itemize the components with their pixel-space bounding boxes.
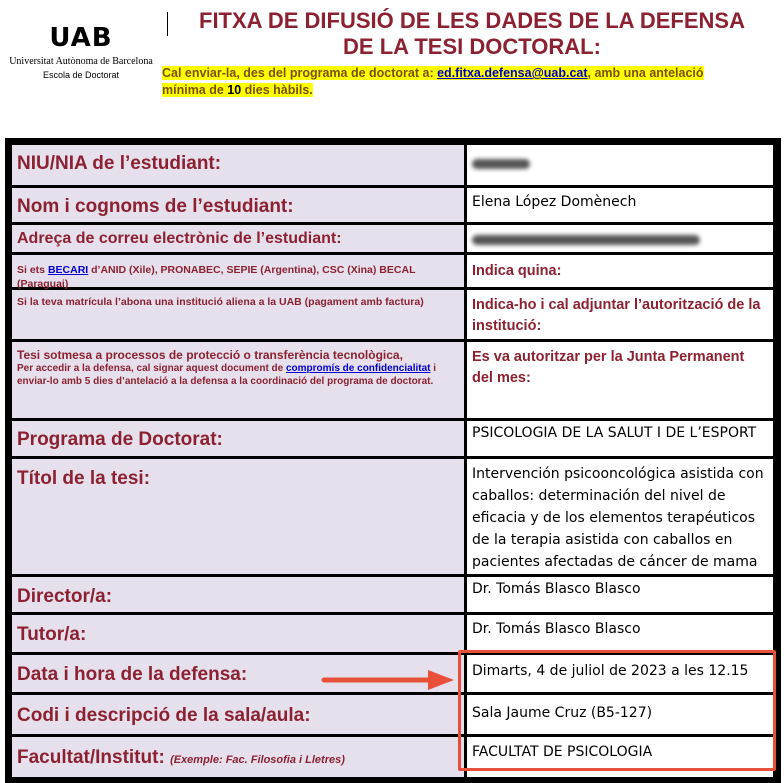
value-tutor[interactable]: Dr. Tomás Blasco Blasco	[467, 615, 773, 652]
label-scholarship: Si ets BECARI d’ANID (Xile), PRONABEC, SEPIE (Argentina), CSC (Xina) BECAL (Paraguai)	[12, 255, 464, 287]
faculty-example: (Exemple: Fac. Filosofia i Lletres)	[170, 754, 345, 766]
label-student-name: Nom i cognoms de l’estudiant:	[12, 188, 464, 222]
label-thesis-title: Títol de la tesi:	[12, 459, 464, 574]
value-tech-transfer[interactable]: Es va autoritzar per la Junta Permanent del mes:	[467, 342, 773, 418]
label-tech-transfer: Tesi sotmesa a processos de protecció o transferència tecnològica, Per accedir a la defensa, cal signar aquest document de compromís de confidencialitat i enviar-lo amb 5 dies d’antelació a la defensa a la coordinació del programa de doctorat.	[12, 342, 464, 418]
tech-transfer-title: Tesi sotmesa a processos de protecció o transferència tecnològica,	[17, 348, 403, 362]
label-director: Director/a:	[12, 577, 464, 612]
value-niu[interactable]	[467, 145, 773, 185]
uab-logo	[6, 24, 156, 80]
notice-line2-b: dies hàbils.	[241, 83, 313, 97]
label-tutor: Tutor/a:	[12, 615, 464, 652]
label-niu: NIU/NIA de l’estudiant:	[12, 145, 464, 185]
value-external-payment[interactable]: Indica-ho i cal adjuntar l’autorització de la institució:	[467, 290, 773, 339]
value-doctoral-program[interactable]: PSICOLOGIA DE LA SALUT I DE L’ESPORT	[467, 421, 773, 456]
label-external-payment: Si la teva matrícula l’abona una institució aliena a la UAB (pagament amb factura)	[12, 290, 464, 339]
logo-mark: UAB	[49, 23, 113, 53]
value-room[interactable]: Sala Jaume Cruz (B5-127)	[467, 695, 773, 734]
title-line-1: FITXA DE DIFUSIÓ DE LES DADES DE LA DEFENSA	[199, 8, 745, 33]
value-faculty[interactable]: FACULTAT DE PSICOLOGIA	[467, 737, 773, 777]
arrow-right-icon	[320, 668, 460, 692]
notice-line2-a: mínima de	[162, 83, 228, 97]
value-director[interactable]: Dr. Tomás Blasco Blasco	[467, 577, 773, 612]
value-defense-date[interactable]: Dimarts, 4 de juliol de 2023 a les 12.15	[467, 655, 773, 692]
redacted-niu	[472, 159, 530, 169]
label-defense-date: Data i hora de la defensa:	[12, 655, 464, 692]
label-doctoral-program: Programa de Doctorat:	[12, 421, 464, 456]
value-student-name[interactable]: Elena López Domènech	[467, 188, 773, 222]
value-student-email[interactable]	[467, 225, 773, 252]
notice-mid: , amb una antelació	[587, 66, 704, 80]
notice-email-link[interactable]: ed.fitxa.defensa@uab.cat	[437, 66, 588, 80]
school-name: Escola de Doctorat	[42, 70, 120, 80]
label-room: Codi i descripció de la sala/aula:	[12, 695, 464, 734]
title-line-2: DE LA TESI DOCTORAL:	[343, 34, 601, 59]
page-title	[162, 8, 782, 60]
redacted-email	[472, 235, 700, 245]
label-faculty: Facultat/Institut: (Exemple: Fac. Filosofia i Lletres)	[12, 737, 464, 777]
value-thesis-title[interactable]: Intervención psicooncológica asistida con caballos: determinación del nivel de eficacia y de los elementos terapéuticos de la terapia asistida con caballos en pacientes afectadas de cáncer de mama	[467, 459, 773, 574]
submission-notice	[162, 65, 762, 99]
label-student-email: Adreça de correu electrònic de l’estudiant:	[12, 225, 464, 252]
value-scholarship[interactable]: Indica quina:	[467, 255, 773, 287]
notice-days: 10	[227, 83, 242, 97]
highlight-box	[458, 650, 776, 771]
confidentiality-link[interactable]: compromís de confidencialitat	[286, 363, 431, 374]
university-name: Universitat Autònoma de Barcelona	[9, 56, 153, 67]
notice-prefix: Cal enviar-la, des del programa de doctorat a:	[162, 66, 438, 80]
becari-link[interactable]: BECARI	[47, 264, 89, 276]
